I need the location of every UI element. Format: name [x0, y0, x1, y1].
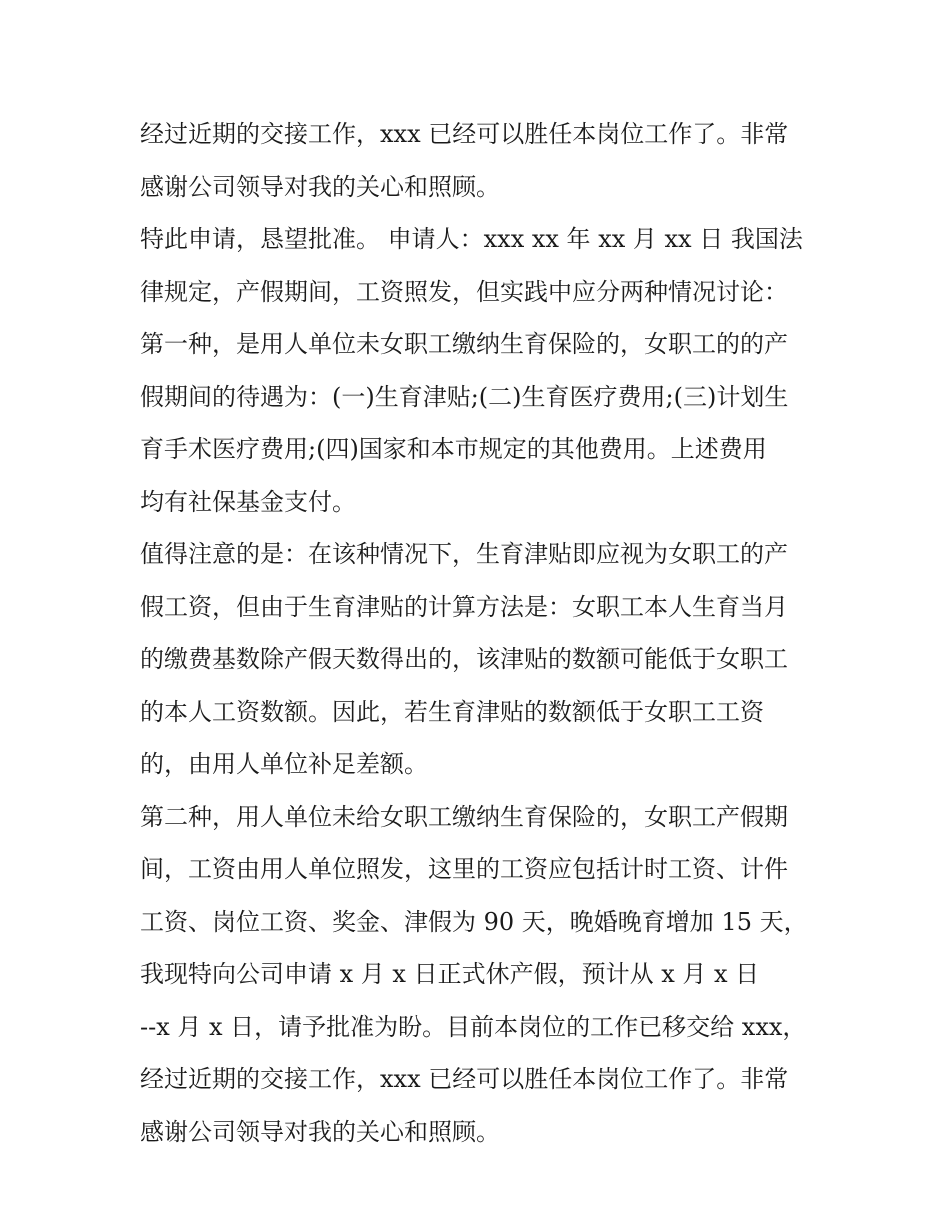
text-line: 值得注意的是：在该种情况下，生育津贴即应视为女职工的产 [140, 540, 788, 568]
text-line: 感谢公司领导对我的关心和照顾。 [140, 172, 500, 201]
text-line: 经过近期的交接工作，xxx 已经可以胜任本岗位工作了。非常 [140, 120, 789, 148]
text-line: 感谢公司领导对我的关心和照顾。 [140, 1117, 500, 1146]
text-line: 间，工资由用人单位照发，这里的工资应包括计时工资、计件 [140, 855, 788, 883]
text-line: 的本人工资数额。因此，若生育津贴的数额低于女职工工资 [140, 697, 764, 726]
text-line: 第一种，是用人单位未女职工缴纳生育保险的，女职工的的产 [140, 330, 788, 358]
text-line: 律规定，产假期间，工资照发，但实践中应分两种情况讨论： [140, 277, 788, 306]
text-line: 假期间的待遇为：(一)生育津贴;(二)生育医疗费用;(三)计划生 [140, 382, 789, 411]
text-line: 均有社保基金支付。 [140, 487, 356, 516]
text-line: 第二种，用人单位未给女职工缴纳生育保险的，女职工产假期 [140, 802, 788, 831]
text-line: --x 月 x 日，请予批准为盼。目前本岗位的工作已移交给 xxx， [140, 1012, 807, 1041]
text-line: 特此申请，恳望批准。 申请人：xxx xx 年 xx 月 xx 日 我国法 [140, 225, 803, 253]
text-line: 工资、岗位工资、奖金、津假为 90 天，晚婚晚育增加 15 天， [140, 907, 808, 936]
document-body [140, 108, 820, 1158]
text-line: 育手术医疗费用;(四)国家和本市规定的其他费用。上述费用 [140, 435, 767, 463]
text-line: 假工资，但由于生育津贴的计算方法是：女职工本人生育当月 [140, 592, 788, 621]
text-line: 我现特向公司申请 x 月 x 日正式休产假，预计从 x 月 x 日 [140, 960, 760, 988]
text-line: 的缴费基数除产假天数得出的，该津贴的数额可能低于女职工 [140, 645, 788, 673]
text-line: 经过近期的交接工作，xxx 已经可以胜任本岗位工作了。非常 [140, 1065, 789, 1093]
text-line: 的，由用人单位补足差额。 [140, 750, 428, 778]
